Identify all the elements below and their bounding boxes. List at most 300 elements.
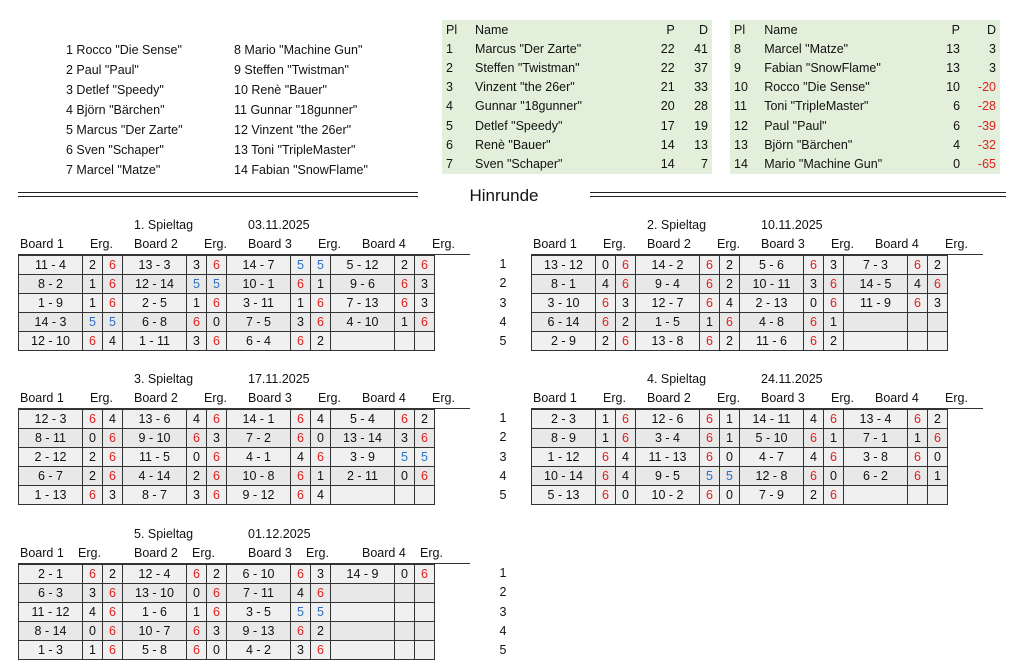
standings-row bbox=[730, 135, 1000, 154]
player-name-cell: Marcel "Matze" bbox=[764, 41, 849, 56]
score-cell: 6 bbox=[103, 641, 123, 660]
score-cell: 6 bbox=[103, 294, 123, 313]
result-label: Erg. bbox=[318, 391, 341, 405]
score-cell: 2 bbox=[311, 332, 331, 351]
pairing-cell: 8 - 11 bbox=[19, 429, 83, 448]
pairing-cell: 10 - 14 bbox=[532, 467, 596, 486]
player-entry: 4 Björn "Bärchen" bbox=[66, 103, 165, 117]
score-cell: 3 bbox=[415, 275, 435, 294]
score-cell: 3 bbox=[187, 486, 207, 505]
player-list-left bbox=[66, 40, 183, 180]
pairing-cell: 14 - 5 bbox=[844, 275, 908, 294]
score-cell: 0 bbox=[207, 313, 227, 332]
score-cell: 4 bbox=[596, 275, 616, 294]
score-cell: 2 bbox=[616, 313, 636, 332]
player-entry: 5 Marcus "Der Zarte" bbox=[66, 123, 183, 137]
diff-cell: 13 bbox=[694, 137, 708, 152]
score-cell: 0 bbox=[187, 448, 207, 467]
score-cell: 4 bbox=[83, 603, 103, 622]
rank-cell: 3 bbox=[446, 80, 453, 95]
match-row bbox=[532, 275, 948, 294]
pairing-cell: 4 - 14 bbox=[123, 467, 187, 486]
score-cell: 6 bbox=[824, 275, 844, 294]
pairing-cell: 7 - 1 bbox=[844, 429, 908, 448]
rank-cell: 9 bbox=[734, 60, 741, 75]
header-d: D bbox=[698, 22, 708, 37]
empty-pairing-cell bbox=[331, 622, 395, 641]
title-rule-left bbox=[18, 192, 418, 197]
score-cell: 2 bbox=[83, 256, 103, 275]
score-cell: 6 bbox=[415, 313, 435, 332]
score-cell: 1 bbox=[83, 294, 103, 313]
pairing-cell: 9 - 5 bbox=[636, 467, 700, 486]
score-cell: 5 bbox=[311, 603, 331, 622]
score-cell: 2 bbox=[928, 256, 948, 275]
rank-cell: 4 bbox=[446, 99, 453, 114]
score-cell: 5 bbox=[187, 275, 207, 294]
pairing-cell: 6 - 3 bbox=[19, 584, 83, 603]
score-cell: 6 bbox=[700, 332, 720, 351]
board-label: Board 3 bbox=[248, 391, 292, 405]
player-name-cell: Gunnar "18gunner" bbox=[475, 99, 582, 114]
board-label: Board 1 bbox=[533, 237, 577, 251]
pairing-cell: 10 - 2 bbox=[636, 486, 700, 505]
score-cell: 6 bbox=[291, 275, 311, 294]
score-cell: 6 bbox=[103, 622, 123, 641]
score-cell: 4 bbox=[616, 448, 636, 467]
match-row bbox=[19, 294, 435, 313]
match-table bbox=[531, 409, 948, 505]
score-cell: 5 bbox=[83, 313, 103, 332]
pairing-cell: 5 - 12 bbox=[331, 256, 395, 275]
standings-row bbox=[442, 116, 712, 135]
pairing-cell: 11 - 9 bbox=[844, 294, 908, 313]
standings-row bbox=[442, 135, 712, 154]
score-cell: 6 bbox=[187, 313, 207, 332]
score-cell: 6 bbox=[700, 429, 720, 448]
board-header-row bbox=[531, 235, 983, 255]
match-table bbox=[18, 564, 435, 660]
score-cell: 3 bbox=[415, 294, 435, 313]
score-cell: 5 bbox=[415, 448, 435, 467]
empty-score-cell bbox=[928, 332, 948, 351]
player-entry: 3 Detlef "Speedy" bbox=[66, 83, 164, 97]
score-cell: 2 bbox=[596, 332, 616, 351]
board-label: Board 1 bbox=[533, 391, 577, 405]
board-label: Board 2 bbox=[134, 391, 178, 405]
standings-row bbox=[730, 97, 1000, 116]
standings-row bbox=[730, 78, 1000, 97]
rank-cell: 11 bbox=[734, 99, 747, 114]
match-row bbox=[532, 410, 948, 429]
result-label: Erg. bbox=[318, 237, 341, 251]
pairing-cell: 2 - 5 bbox=[123, 294, 187, 313]
score-cell: 1 bbox=[720, 410, 740, 429]
score-cell: 6 bbox=[207, 584, 227, 603]
score-cell: 1 bbox=[187, 603, 207, 622]
result-label: Erg. bbox=[78, 546, 101, 560]
pairing-cell: 1 - 9 bbox=[19, 294, 83, 313]
score-cell: 0 bbox=[83, 622, 103, 641]
score-cell: 6 bbox=[291, 565, 311, 584]
score-cell: 6 bbox=[596, 486, 616, 505]
score-cell: 6 bbox=[720, 313, 740, 332]
rank-cell: 6 bbox=[446, 137, 453, 152]
score-cell: 6 bbox=[291, 622, 311, 641]
pairing-cell: 4 - 10 bbox=[331, 313, 395, 332]
score-cell: 6 bbox=[311, 448, 331, 467]
round-number: 1 bbox=[499, 257, 507, 271]
header-p: P bbox=[951, 22, 961, 37]
pairing-cell: 12 - 10 bbox=[19, 332, 83, 351]
points-cell: 10 bbox=[946, 80, 961, 95]
score-cell: 6 bbox=[928, 429, 948, 448]
pairing-cell: 13 - 3 bbox=[123, 256, 187, 275]
pairing-cell: 11 - 12 bbox=[19, 603, 83, 622]
empty-pairing-cell bbox=[331, 584, 395, 603]
header-d: D bbox=[986, 22, 996, 37]
board-header-row bbox=[531, 389, 983, 409]
score-cell: 6 bbox=[291, 486, 311, 505]
player-entry: 10 Renè "Bauer" bbox=[234, 83, 327, 97]
score-cell: 1 bbox=[928, 467, 948, 486]
score-cell: 1 bbox=[720, 429, 740, 448]
pairing-cell: 6 - 10 bbox=[227, 565, 291, 584]
points-cell: 22 bbox=[660, 60, 675, 75]
score-cell: 6 bbox=[908, 256, 928, 275]
rank-cell: 10 bbox=[734, 80, 748, 95]
standings-table-left bbox=[442, 20, 712, 174]
score-cell: 6 bbox=[103, 603, 123, 622]
diff-cell: 33 bbox=[694, 80, 708, 95]
score-cell: 6 bbox=[83, 486, 103, 505]
result-label: Erg. bbox=[945, 391, 968, 405]
result-label: Erg. bbox=[306, 546, 329, 560]
pairing-cell: 11 - 6 bbox=[740, 332, 804, 351]
result-label: Erg. bbox=[831, 237, 854, 251]
header-name: Name bbox=[475, 22, 509, 37]
score-cell: 6 bbox=[824, 410, 844, 429]
board-label: Board 2 bbox=[134, 546, 178, 560]
diff-cell: 3 bbox=[989, 41, 996, 56]
score-cell: 4 bbox=[291, 448, 311, 467]
pairing-cell: 9 - 4 bbox=[636, 275, 700, 294]
pairing-cell: 3 - 10 bbox=[532, 294, 596, 313]
board-header-row bbox=[18, 389, 470, 409]
score-cell: 6 bbox=[187, 429, 207, 448]
empty-score-cell bbox=[928, 313, 948, 332]
score-cell: 2 bbox=[720, 275, 740, 294]
score-cell: 2 bbox=[83, 448, 103, 467]
score-cell: 3 bbox=[804, 275, 824, 294]
pairing-cell: 10 - 8 bbox=[227, 467, 291, 486]
round-number: 2 bbox=[499, 276, 507, 291]
player-name-cell: Sven "Schaper" bbox=[475, 156, 563, 171]
pairing-cell: 12 - 7 bbox=[636, 294, 700, 313]
score-cell: 6 bbox=[804, 313, 824, 332]
pairing-cell: 3 - 5 bbox=[227, 603, 291, 622]
score-cell: 6 bbox=[207, 410, 227, 429]
empty-score-cell bbox=[928, 486, 948, 505]
score-cell: 4 bbox=[720, 294, 740, 313]
diff-cell: 41 bbox=[694, 41, 708, 56]
score-cell: 1 bbox=[311, 467, 331, 486]
match-table bbox=[18, 255, 435, 351]
score-cell: 4 bbox=[908, 275, 928, 294]
score-cell: 6 bbox=[187, 565, 207, 584]
score-cell: 0 bbox=[395, 467, 415, 486]
standings-header-row bbox=[442, 20, 712, 39]
pairing-cell: 9 - 10 bbox=[123, 429, 187, 448]
result-label: Erg. bbox=[90, 237, 113, 251]
rank-cell: 12 bbox=[734, 118, 748, 133]
board-label: Board 4 bbox=[875, 237, 919, 251]
score-cell: 6 bbox=[804, 429, 824, 448]
match-row bbox=[532, 313, 948, 332]
player-entry: 2 Paul "Paul" bbox=[66, 63, 139, 77]
score-cell: 1 bbox=[700, 313, 720, 332]
score-cell: 6 bbox=[415, 565, 435, 584]
match-row bbox=[19, 641, 435, 660]
empty-score-cell bbox=[395, 486, 415, 505]
points-cell: 0 bbox=[953, 156, 961, 171]
pairing-cell: 7 - 11 bbox=[227, 584, 291, 603]
player-name-cell: Detlef "Speedy" bbox=[475, 118, 563, 133]
score-cell: 0 bbox=[824, 467, 844, 486]
score-cell: 6 bbox=[824, 448, 844, 467]
match-row bbox=[19, 603, 435, 622]
score-cell: 1 bbox=[187, 294, 207, 313]
score-cell: 6 bbox=[311, 313, 331, 332]
score-cell: 3 bbox=[291, 313, 311, 332]
result-label: Erg. bbox=[90, 391, 113, 405]
header-pl: Pl bbox=[734, 22, 746, 37]
player-name-cell: Paul "Paul" bbox=[764, 118, 827, 133]
board-label: Board 2 bbox=[647, 237, 691, 251]
board-header-row bbox=[18, 544, 470, 564]
score-cell: 6 bbox=[824, 294, 844, 313]
pairing-cell: 1 - 13 bbox=[19, 486, 83, 505]
header-pl: Pl bbox=[446, 22, 458, 37]
score-cell: 3 bbox=[395, 429, 415, 448]
board-label: Board 3 bbox=[248, 237, 292, 251]
diff-cell: -32 bbox=[977, 137, 996, 152]
score-cell: 6 bbox=[596, 313, 616, 332]
player-entry: 11 Gunnar "18gunner" bbox=[234, 103, 358, 117]
empty-score-cell bbox=[395, 584, 415, 603]
round-number: 4 bbox=[499, 314, 507, 329]
pairing-cell: 14 - 7 bbox=[227, 256, 291, 275]
score-cell: 0 bbox=[395, 565, 415, 584]
result-label: Erg. bbox=[717, 391, 740, 405]
pairing-cell: 13 - 6 bbox=[123, 410, 187, 429]
score-cell: 6 bbox=[908, 467, 928, 486]
score-cell: 1 bbox=[83, 275, 103, 294]
player-name-cell: Marcus "Der Zarte" bbox=[475, 41, 582, 56]
points-cell: 14 bbox=[660, 137, 675, 152]
pairing-cell: 6 - 8 bbox=[123, 313, 187, 332]
rank-cell: 2 bbox=[446, 60, 453, 75]
round-number: 3 bbox=[499, 604, 507, 619]
score-cell: 5 bbox=[291, 603, 311, 622]
score-cell: 6 bbox=[395, 275, 415, 294]
result-label: Erg. bbox=[945, 237, 968, 251]
board-label: Board 3 bbox=[248, 546, 292, 560]
score-cell: 1 bbox=[395, 313, 415, 332]
pairing-cell: 13 - 8 bbox=[636, 332, 700, 351]
spieltag-date: 10.11.2025 bbox=[761, 218, 823, 232]
standings-row bbox=[442, 97, 712, 116]
empty-score-cell bbox=[908, 313, 928, 332]
standings-row bbox=[730, 116, 1000, 135]
pairing-cell: 3 - 4 bbox=[636, 429, 700, 448]
score-cell: 3 bbox=[187, 256, 207, 275]
score-cell: 6 bbox=[291, 467, 311, 486]
score-cell: 6 bbox=[207, 294, 227, 313]
standings-row bbox=[442, 58, 712, 77]
score-cell: 6 bbox=[207, 448, 227, 467]
pairing-cell: 7 - 5 bbox=[227, 313, 291, 332]
score-cell: 6 bbox=[700, 410, 720, 429]
score-cell: 3 bbox=[311, 565, 331, 584]
pairing-cell: 4 - 7 bbox=[740, 448, 804, 467]
score-cell: 1 bbox=[824, 429, 844, 448]
pairing-cell: 2 - 9 bbox=[532, 332, 596, 351]
empty-pairing-cell bbox=[331, 641, 395, 660]
score-cell: 1 bbox=[824, 313, 844, 332]
score-cell: 3 bbox=[207, 622, 227, 641]
score-cell: 6 bbox=[700, 294, 720, 313]
score-cell: 6 bbox=[103, 429, 123, 448]
pairing-cell: 14 - 11 bbox=[740, 410, 804, 429]
pairing-cell: 3 - 8 bbox=[844, 448, 908, 467]
pairing-cell: 14 - 9 bbox=[331, 565, 395, 584]
pairing-cell: 7 - 3 bbox=[844, 256, 908, 275]
spieltag-date: 17.11.2025 bbox=[248, 372, 310, 386]
player-name-cell: Mario "Machine Gun" bbox=[764, 156, 883, 171]
pairing-cell: 14 - 2 bbox=[636, 256, 700, 275]
empty-pairing-cell bbox=[331, 332, 395, 351]
pairing-cell: 6 - 4 bbox=[227, 332, 291, 351]
pairing-cell: 12 - 8 bbox=[740, 467, 804, 486]
player-entry: 7 Marcel "Matze" bbox=[66, 163, 161, 177]
result-label: Erg. bbox=[603, 391, 626, 405]
score-cell: 6 bbox=[291, 429, 311, 448]
pairing-cell: 13 - 4 bbox=[844, 410, 908, 429]
diff-cell: -20 bbox=[977, 80, 996, 95]
score-cell: 6 bbox=[395, 410, 415, 429]
round-number: 5 bbox=[499, 334, 507, 349]
score-cell: 3 bbox=[616, 294, 636, 313]
match-row bbox=[19, 486, 435, 505]
player-name-cell: Vinzent "the 26er" bbox=[475, 80, 575, 95]
pairing-cell: 9 - 12 bbox=[227, 486, 291, 505]
result-label: Erg. bbox=[192, 546, 215, 560]
spieltag-title: 4. Spieltag bbox=[647, 372, 707, 386]
score-cell: 6 bbox=[103, 448, 123, 467]
empty-score-cell bbox=[395, 622, 415, 641]
score-cell: 5 bbox=[395, 448, 415, 467]
diff-cell: 19 bbox=[694, 118, 708, 133]
diff-cell: 7 bbox=[701, 156, 708, 171]
pairing-cell: 8 - 14 bbox=[19, 622, 83, 641]
score-cell: 1 bbox=[83, 641, 103, 660]
empty-score-cell bbox=[415, 603, 435, 622]
score-cell: 4 bbox=[311, 486, 331, 505]
score-cell: 6 bbox=[415, 467, 435, 486]
pairing-cell: 4 - 2 bbox=[227, 641, 291, 660]
rank-cell: 14 bbox=[734, 156, 748, 171]
pairing-cell: 9 - 13 bbox=[227, 622, 291, 641]
standings-row bbox=[730, 58, 1000, 77]
round-number: 2 bbox=[499, 430, 507, 445]
board-label: Board 3 bbox=[761, 237, 805, 251]
round-number: 5 bbox=[499, 488, 507, 503]
pairing-cell: 8 - 9 bbox=[532, 429, 596, 448]
score-cell: 3 bbox=[83, 584, 103, 603]
score-cell: 6 bbox=[616, 256, 636, 275]
score-cell: 1 bbox=[908, 429, 928, 448]
match-row bbox=[532, 256, 948, 275]
board-header-row bbox=[18, 235, 470, 255]
standings-row bbox=[730, 154, 1000, 173]
match-row bbox=[532, 448, 948, 467]
board-label: Board 3 bbox=[761, 391, 805, 405]
round-number: 3 bbox=[499, 295, 507, 310]
player-entry: 13 Toni "TripleMaster" bbox=[234, 143, 356, 157]
diff-cell: 3 bbox=[989, 60, 996, 75]
score-cell: 6 bbox=[596, 294, 616, 313]
score-cell: 2 bbox=[395, 256, 415, 275]
score-cell: 6 bbox=[207, 486, 227, 505]
pairing-cell: 14 - 3 bbox=[19, 313, 83, 332]
score-cell: 4 bbox=[804, 448, 824, 467]
rank-cell: 5 bbox=[446, 118, 453, 133]
match-row bbox=[532, 429, 948, 448]
pairing-cell: 13 - 12 bbox=[532, 256, 596, 275]
result-label: Erg. bbox=[603, 237, 626, 251]
score-cell: 1 bbox=[291, 294, 311, 313]
score-cell: 4 bbox=[616, 467, 636, 486]
empty-pairing-cell bbox=[331, 486, 395, 505]
score-cell: 5 bbox=[207, 275, 227, 294]
score-cell: 2 bbox=[824, 332, 844, 351]
empty-score-cell bbox=[395, 641, 415, 660]
diff-cell: -39 bbox=[977, 118, 996, 133]
pairing-cell: 10 - 1 bbox=[227, 275, 291, 294]
match-row bbox=[19, 467, 435, 486]
score-cell: 6 bbox=[804, 256, 824, 275]
spieltag-title: 3. Spieltag bbox=[134, 372, 194, 386]
points-cell: 22 bbox=[660, 41, 675, 56]
result-label: Erg. bbox=[204, 391, 227, 405]
points-cell: 6 bbox=[953, 118, 961, 133]
score-cell: 2 bbox=[311, 622, 331, 641]
empty-score-cell bbox=[395, 332, 415, 351]
pairing-cell: 2 - 1 bbox=[19, 565, 83, 584]
empty-score-cell bbox=[415, 332, 435, 351]
score-cell: 2 bbox=[207, 565, 227, 584]
result-label: Erg. bbox=[831, 391, 854, 405]
score-cell: 3 bbox=[291, 641, 311, 660]
standings-row bbox=[730, 39, 1000, 58]
match-table bbox=[531, 255, 948, 351]
points-cell: 13 bbox=[946, 41, 961, 56]
rank-cell: 1 bbox=[446, 41, 453, 56]
points-cell: 20 bbox=[660, 99, 675, 114]
score-cell: 6 bbox=[311, 641, 331, 660]
pairing-cell: 10 - 11 bbox=[740, 275, 804, 294]
